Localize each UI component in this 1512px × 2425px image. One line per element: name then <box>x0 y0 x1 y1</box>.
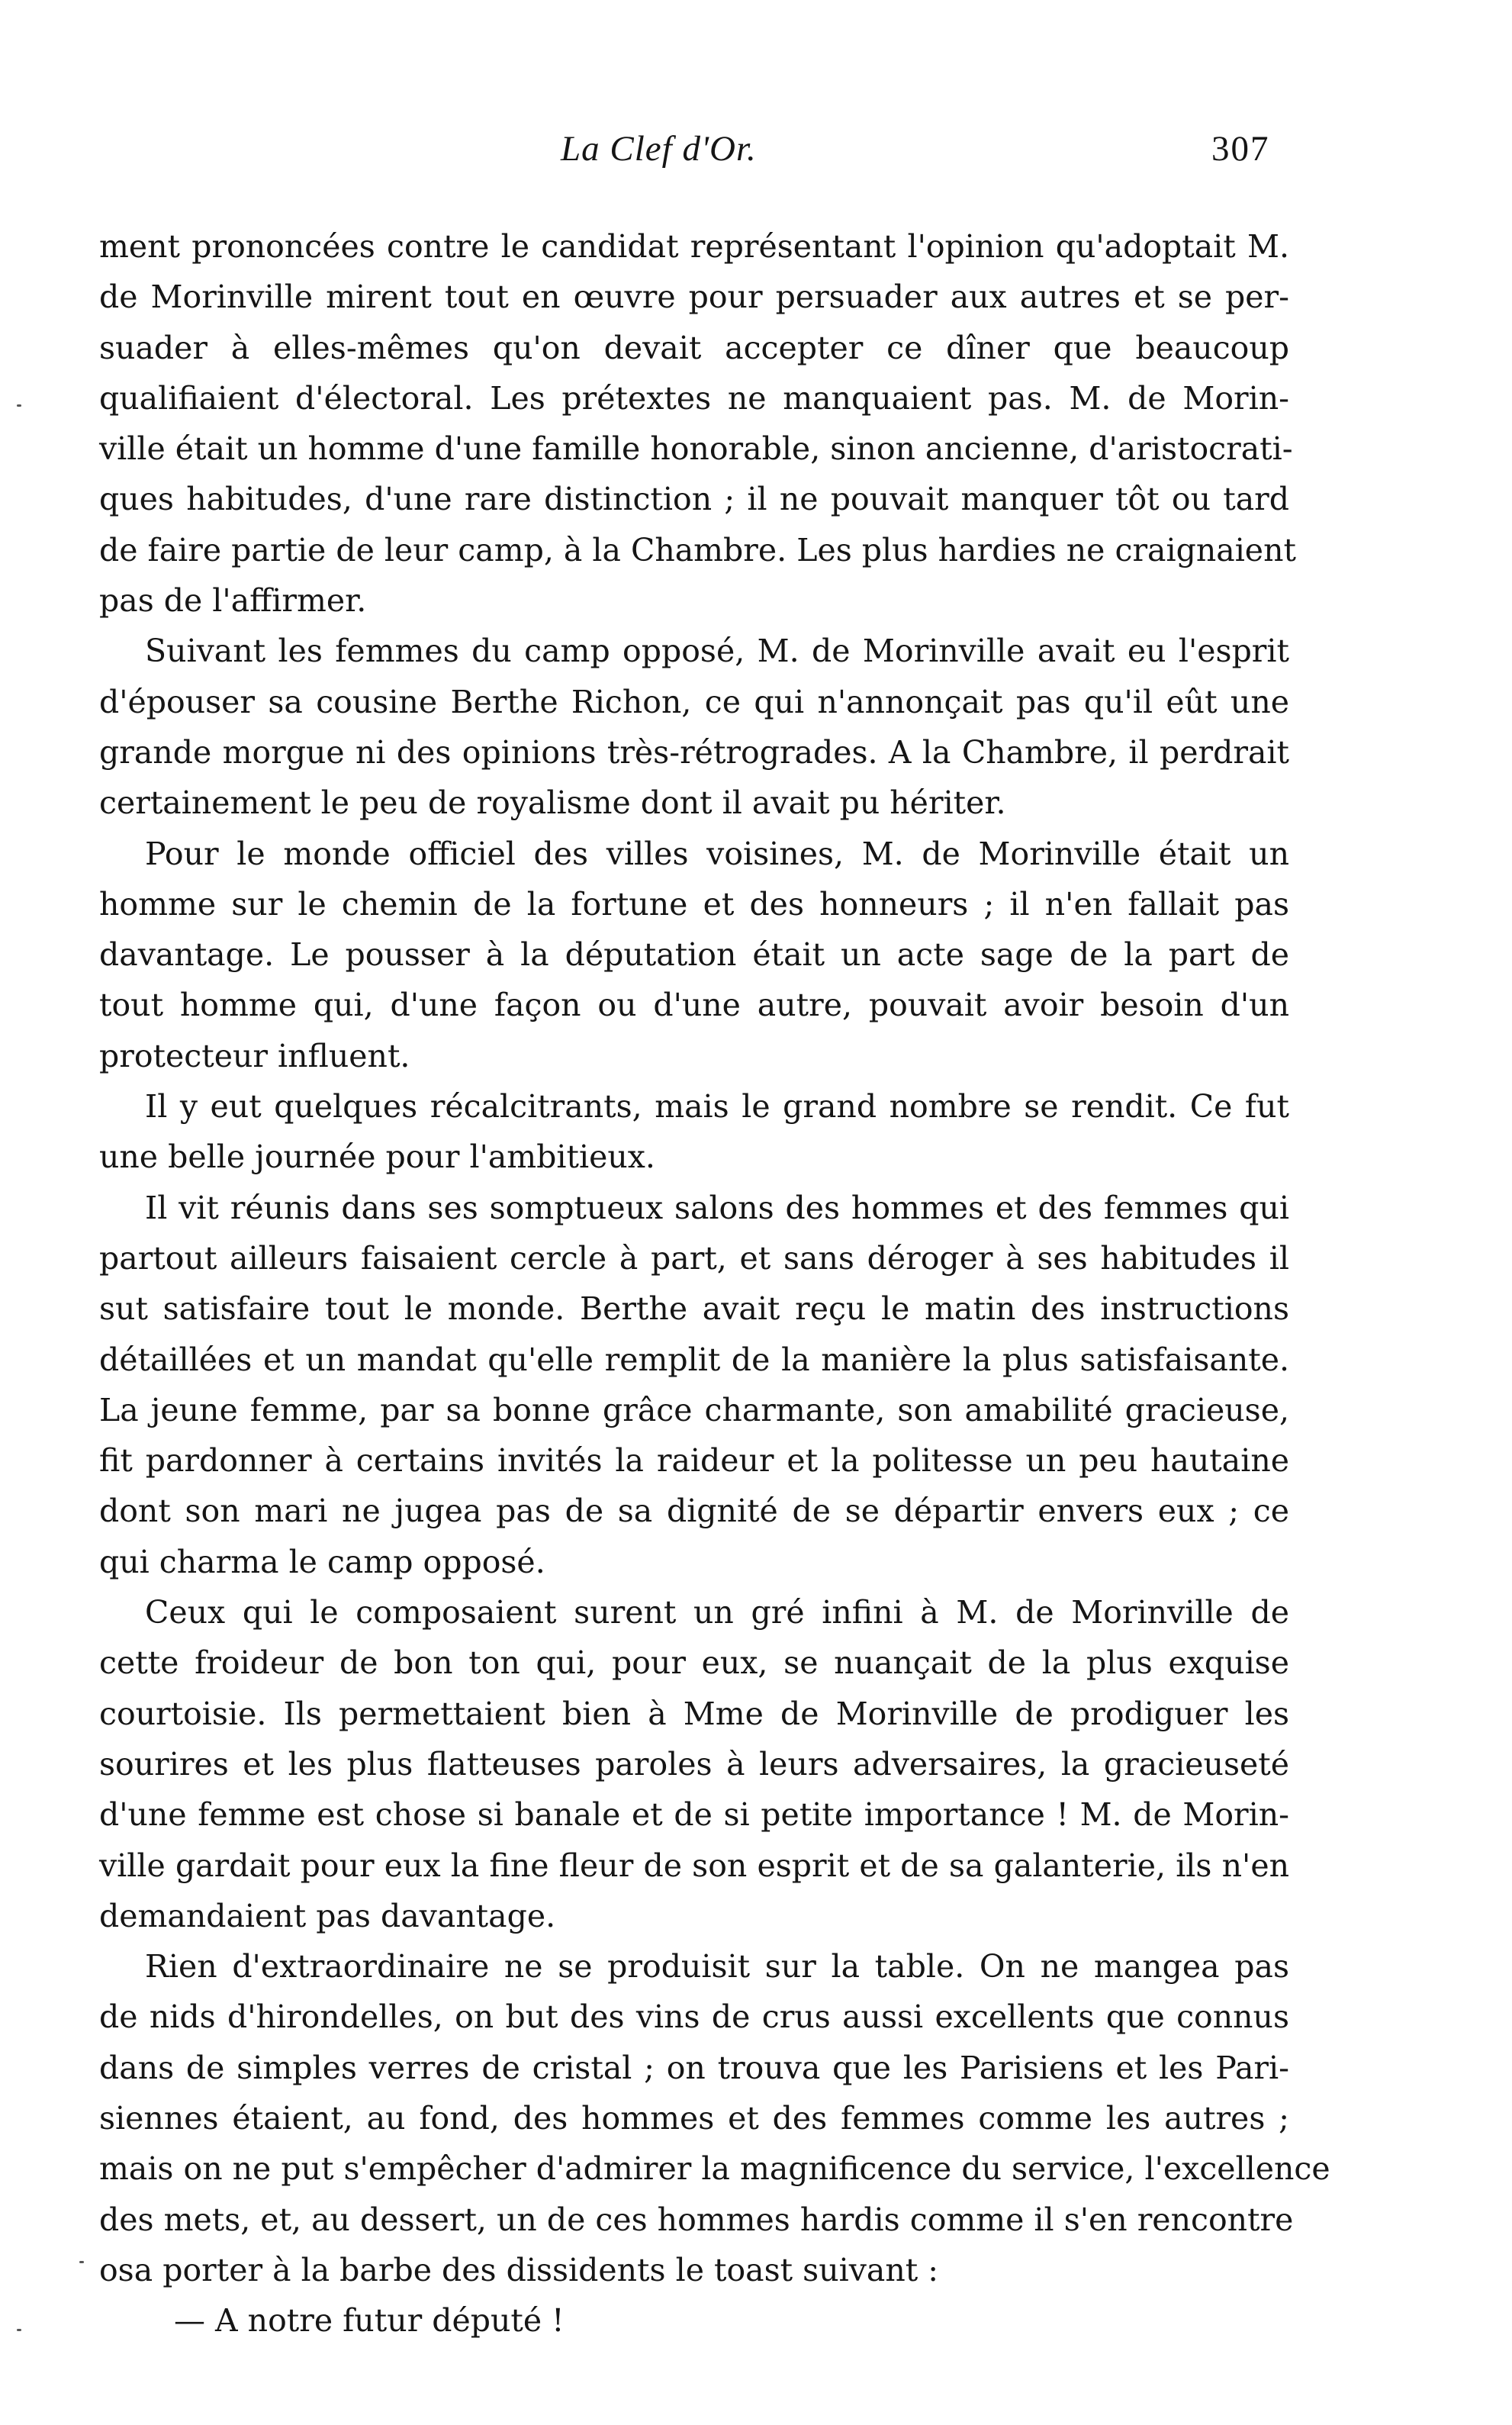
text-line: partout ailleurs faisaient cercle à part, et sans déroger à ses habitudes il <box>99 1239 1289 1277</box>
text-line: osa porter à la barbe des dissidents le toast suivant : <box>99 2251 939 2288</box>
text-line: dont son mari ne jugea pas de sa dignité de se départir envers eux ; ce <box>99 1493 1289 1530</box>
text-line: Ceux qui le composaient surent un gré infini à M. de Morinville de <box>145 1594 1289 1631</box>
text-line: ment prononcées contre le candidat représentant l'opinion qu'adoptait M. <box>99 228 1289 265</box>
text-line: dans de simples verres de cristal ; on trouva que les Parisiens et les Pari- <box>99 2049 1289 2086</box>
text-line: protecteur influent. <box>99 1037 410 1074</box>
text-line: Il vit réunis dans ses somptueux salons des hommes et des femmes qui <box>145 1189 1289 1226</box>
text-line: grande morgue ni des opinions très-rétrogrades. A la Chambre, il perdrait <box>99 733 1289 771</box>
text-line: cette froideur de bon ton qui, pour eux, se nuançait de la plus exquise <box>99 1644 1289 1682</box>
text-line: fit pardonner à certains invités la raideur et la politesse un peu hautaine <box>99 1442 1289 1480</box>
paragraph <box>99 1183 1289 1587</box>
paragraph <box>99 1081 1289 1183</box>
text-line: de nids d'hirondelles, on but des vins de crus aussi excellents que connus <box>99 1998 1289 2036</box>
text-line: d'une femme est chose si banale et de si petite importance ! M. de Morin- <box>99 1796 1289 1834</box>
scan-speck <box>17 404 21 407</box>
text-line: sourires et les plus flatteuses paroles à leurs adversaires, la gracieuseté <box>99 1745 1289 1783</box>
text-line: ques habitudes, d'une rare distinction ; il ne pouvait manquer tôt ou tard <box>99 481 1289 518</box>
text-line: Il y eut quelques récalcitrants, mais le grand nombre se rendit. Ce fut <box>145 1088 1289 1126</box>
scan-speck <box>79 2261 84 2263</box>
paragraph <box>99 221 1296 626</box>
running-header <box>0 128 1512 174</box>
page-number: 307 <box>1211 129 1270 169</box>
text-line: siennes étaient, au fond, des hommes et des femmes comme les autres ; <box>99 2099 1289 2137</box>
text-line: Suivant les femmes du camp opposé, M. de Morinville avait eu l'esprit <box>145 633 1289 670</box>
text-line: tout homme qui, d'une façon ou d'une autre, pouvait avoir besoin d'un <box>99 987 1289 1024</box>
text-line: Pour le monde officiel des villes voisines, M. de Morinville était un <box>145 835 1289 872</box>
text-line: de Morinville mirent tout en œuvre pour persuader aux autres et se per- <box>99 279 1289 316</box>
text-line: homme sur le chemin de la fortune et des honneurs ; il n'en fallait pas <box>99 885 1289 923</box>
text-line: des mets, et, au dessert, un de ces hommes hardis comme il s'en rencontre <box>99 2201 1294 2238</box>
text-line: qualifiaient d'électoral. Les prétextes ne manquaient pas. M. de Morin- <box>99 379 1289 417</box>
running-title: La Clef d'Or. <box>561 129 757 169</box>
text-line: ville était un homme d'une famille honorable, sinon ancienne, d'aristocrati- <box>99 430 1293 468</box>
text-line: qui charma le camp opposé. <box>99 1543 545 1580</box>
text-line: d'épouser sa cousine Berthe Richon, ce qui n'annonçait pas qu'il eût une <box>99 683 1289 720</box>
body-text <box>99 221 1330 2346</box>
text-line: certainement le peu de royalisme dont il avait pu hériter. <box>99 784 1006 822</box>
text-line: davantage. Le pousser à la députation était un acte sage de la part de <box>99 936 1289 974</box>
scan-speck <box>17 2329 21 2331</box>
paragraph <box>99 1941 1330 2295</box>
paragraph <box>99 829 1289 1081</box>
text-line: courtoisie. Ils permettaient bien à Mme de Morinville de prodiguer les <box>99 1695 1289 1732</box>
text-line: pas de l'affirmer. <box>99 582 367 620</box>
text-line: La jeune femme, par sa bonne grâce charmante, son amabilité gracieuse, <box>99 1391 1289 1428</box>
dialogue-line: — A notre futur député ! <box>174 2302 565 2340</box>
text-line: une belle journée pour l'ambitieux. <box>99 1138 655 1176</box>
text-line: suader à elles-mêmes qu'on devait accepter ce dîner que beaucoup <box>99 329 1289 366</box>
text-line: demandaient pas davantage. <box>99 1897 556 1934</box>
text-line: de faire partie de leur camp, à la Chambre. Les plus hardies ne craignaient <box>99 531 1296 568</box>
text-line: mais on ne put s'empêcher d'admirer la magnificence du service, l'excellence <box>99 2150 1330 2188</box>
text-line: Rien d'extraordinaire ne se produisit sur la table. On ne mangea pas <box>145 1948 1289 1985</box>
paragraph <box>99 626 1289 828</box>
paragraph <box>99 2295 1289 2346</box>
text-line: détaillées et un mandat qu'elle remplit de la manière la plus satisfaisante. <box>99 1341 1289 1378</box>
text-line: sut satisfaire tout le monde. Berthe avait reçu le matin des instructions <box>99 1290 1289 1328</box>
text-line: ville gardait pour eux la fine fleur de son esprit et de sa galanterie, ils n'en <box>99 1847 1289 1884</box>
paragraph <box>99 1587 1289 1941</box>
